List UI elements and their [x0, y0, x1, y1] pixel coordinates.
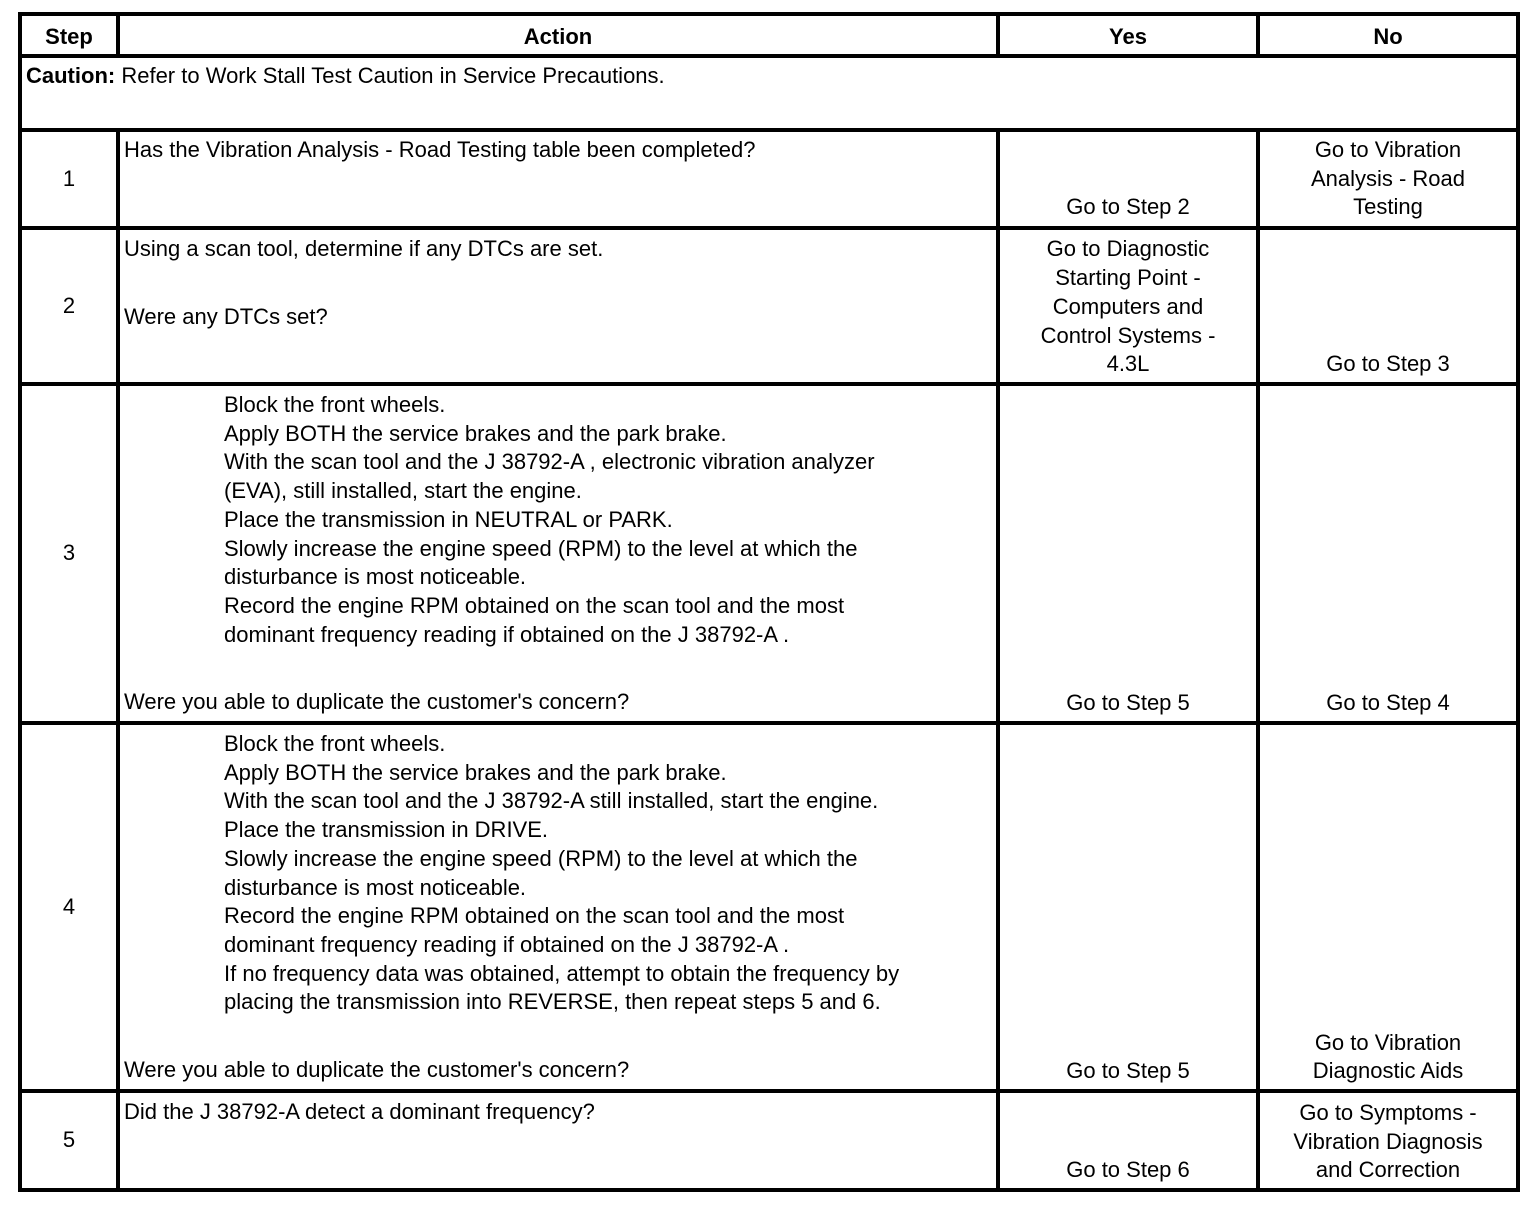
yes-link[interactable]: Control Systems - — [1040, 322, 1216, 348]
col-line — [116, 128, 120, 1192]
question-text: Did the J 38792-A detect a dominant frequency? — [124, 1099, 595, 1124]
no-link[interactable]: Go to Vibration — [1314, 136, 1462, 162]
header-no: No — [1373, 24, 1403, 49]
no-link[interactable]: Go to Symptoms - — [1299, 1099, 1477, 1125]
instruction-line: Block the front wheels. — [224, 731, 446, 756]
no-cell — [1260, 386, 1516, 718]
instruction-line: (EVA), still installed, start the engine. — [224, 478, 582, 504]
step-number: 2 — [62, 292, 76, 318]
yes-link[interactable]: Go to Step 6 — [1066, 1157, 1190, 1183]
instruction-line: disturbance is most noticeable. — [224, 564, 527, 590]
caution-text: Refer to Work Stall Test Caution in Service Precautions. — [121, 63, 665, 88]
yes-cell — [1000, 725, 1256, 1086]
yes-link[interactable]: Go to Step 5 — [1066, 1058, 1190, 1084]
yes-link[interactable]: Go to Step 2 — [1066, 194, 1190, 220]
diagnostic-table — [18, 12, 1520, 1192]
border-bottom — [18, 1188, 1520, 1192]
instruction-line: Slowly increase the engine speed (RPM) to the level at which the — [224, 845, 858, 871]
question-text: Were you able to duplicate the customer's concern? — [124, 1057, 630, 1082]
no-link[interactable]: Go to Step 4 — [1326, 690, 1450, 716]
yes-link[interactable]: 4.3L — [1106, 351, 1150, 377]
no-link[interactable]: Testing — [1353, 194, 1423, 220]
step-number: 5 — [62, 1127, 76, 1153]
action-question — [124, 136, 994, 224]
yes-cell — [1000, 230, 1256, 379]
instruction-line: Place the transmission in DRIVE. — [224, 817, 549, 843]
step-number: 3 — [62, 540, 76, 566]
instruction-line: With the scan tool and the J 38792-A still installed, start the engine. — [224, 788, 879, 814]
instruction-line: dominant frequency reading if obtained on the J 38792-A . — [224, 931, 790, 957]
header-action: Action — [523, 24, 593, 49]
instruction-list — [124, 730, 994, 1017]
instruction-list — [124, 391, 994, 649]
no-link[interactable]: Diagnostic Aids — [1312, 1058, 1464, 1084]
instruction-line: placing the transmission into REVERSE, then repeat steps 5 and 6. — [224, 989, 881, 1015]
caution-note — [26, 62, 1506, 122]
yes-link[interactable]: Go to Diagnostic — [1046, 236, 1210, 262]
yes-cell — [1000, 132, 1256, 222]
question-text: Were any DTCs set? — [124, 303, 328, 329]
no-link[interactable]: Vibration Diagnosis — [1293, 1128, 1483, 1154]
header-yes: Yes — [1109, 24, 1147, 49]
step-number: 1 — [62, 165, 76, 191]
instruction-line: Slowly increase the engine speed (RPM) to the level at which the — [224, 535, 858, 561]
yes-cell — [1000, 1093, 1256, 1185]
action-question — [124, 730, 994, 1087]
question-text: Has the Vibration Analysis - Road Testing table been completed? — [124, 137, 756, 162]
yes-cell — [1000, 386, 1256, 718]
intro-text: Using a scan tool, determine if any DTCs are set. — [124, 236, 604, 261]
instruction-line: Apply BOTH the service brakes and the park brake. — [224, 420, 727, 446]
no-cell — [1260, 230, 1516, 379]
instruction-line: dominant frequency reading if obtained on the J 38792-A . — [224, 621, 790, 647]
instruction-line: Apply BOTH the service brakes and the park brake. — [224, 759, 727, 785]
yes-link[interactable]: Computers and — [1052, 293, 1204, 319]
header-step: Step — [45, 24, 93, 49]
action-question — [124, 235, 994, 380]
action-question — [124, 391, 994, 719]
no-cell — [1260, 132, 1516, 222]
step-number: 4 — [62, 893, 76, 919]
no-cell — [1260, 725, 1516, 1086]
no-link[interactable]: Go to Step 3 — [1326, 351, 1450, 377]
instruction-line: With the scan tool and the J 38792-A , electronic vibration analyzer — [224, 449, 875, 475]
caution-label: Caution: — [26, 63, 116, 88]
instruction-line: If no frequency data was obtained, attempt to obtain the frequency by — [224, 960, 900, 986]
yes-link[interactable]: Starting Point - — [1055, 265, 1201, 291]
instruction-line: Place the transmission in NEUTRAL or PARK. — [224, 506, 673, 532]
instruction-line: Block the front wheels. — [224, 392, 446, 417]
row-line — [18, 54, 1520, 58]
border-right — [1516, 12, 1520, 1192]
instruction-line: Record the engine RPM obtained on the scan tool and the most — [224, 592, 845, 618]
no-link[interactable]: and Correction — [1315, 1157, 1461, 1183]
instruction-line: Record the engine RPM obtained on the scan tool and the most — [224, 903, 845, 929]
question-text: Were you able to duplicate the customer's concern? — [124, 689, 630, 714]
action-question — [124, 1098, 994, 1186]
no-link[interactable]: Analysis - Road — [1310, 165, 1466, 191]
no-cell — [1260, 1093, 1516, 1185]
instruction-line: disturbance is most noticeable. — [224, 874, 527, 900]
yes-link[interactable]: Go to Step 5 — [1066, 690, 1190, 716]
no-link[interactable]: Go to Vibration — [1314, 1029, 1462, 1055]
